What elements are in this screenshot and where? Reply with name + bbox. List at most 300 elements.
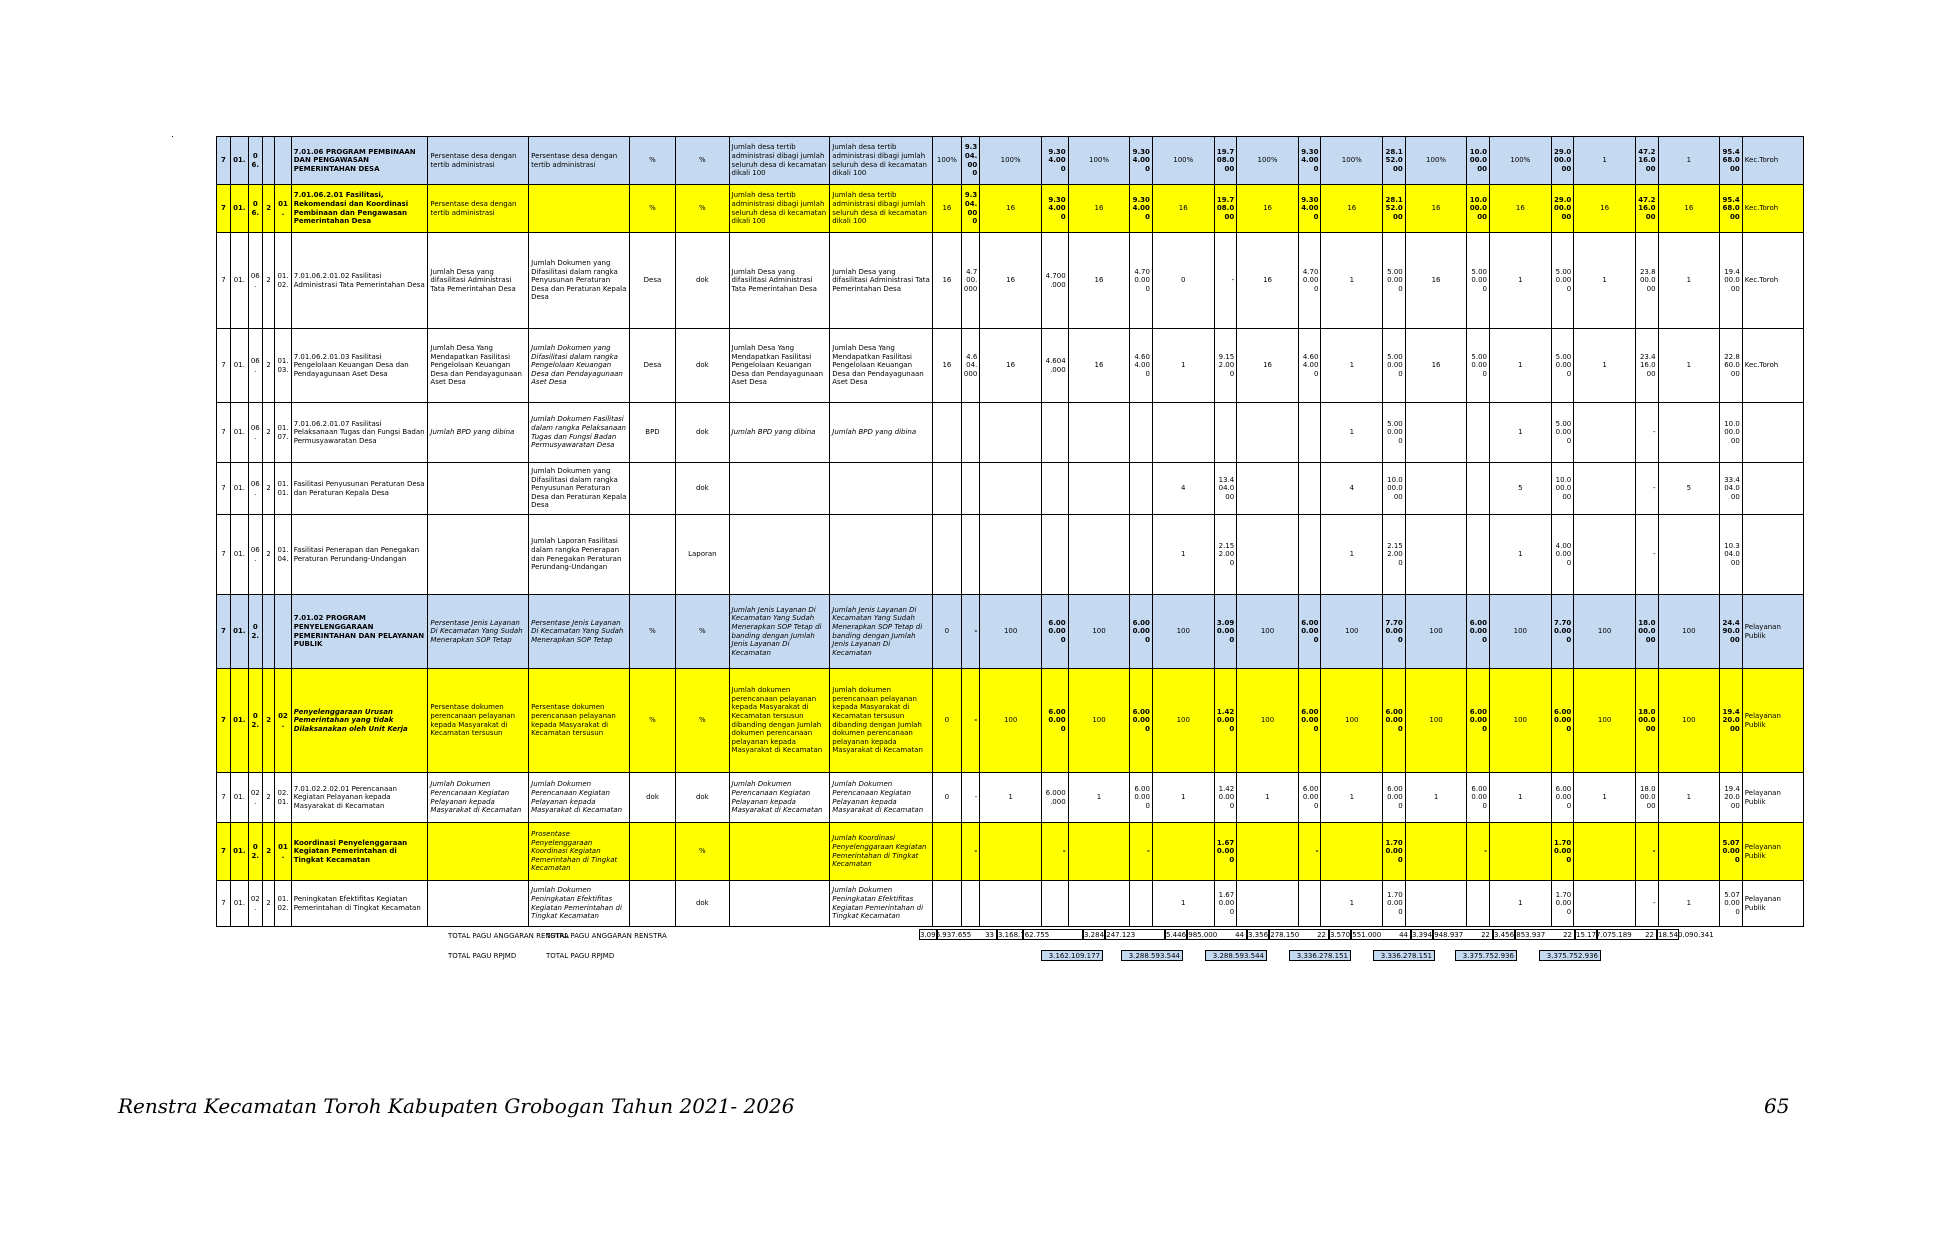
target-cell: 100%	[980, 137, 1042, 185]
code-program: 06.	[248, 137, 262, 185]
budget-cell: 1.670.000	[1214, 881, 1237, 927]
budget-cell: 5.000.000	[1467, 329, 1490, 403]
unit-cell	[629, 515, 675, 595]
baseline-cell: 0	[933, 669, 962, 773]
code-urusan: 7	[216, 669, 230, 773]
unit-cell: dok	[629, 773, 675, 823]
budget-cell: 47.216.000	[1635, 137, 1658, 185]
budget-cell: 9.304.000	[1041, 137, 1068, 185]
total-rpjmd-label-2: TOTAL PAGU RPJMD	[546, 952, 615, 960]
budget-cell: 47.216.000	[1635, 185, 1658, 233]
total-anggaran-value: 3.168.762.755	[998, 931, 1050, 939]
code-urusan: 7	[216, 881, 230, 927]
target-cell	[1068, 881, 1130, 927]
target-cell: 16	[1658, 185, 1720, 233]
total-anggaran-value: 3.456.853.937	[1494, 931, 1546, 939]
code-urusan: 7	[216, 137, 230, 185]
unit-cell-2: %	[676, 823, 729, 881]
budget-cell: 9.304.000	[961, 137, 980, 185]
code-kegiatan: 2	[262, 403, 274, 463]
target-cell: 16	[980, 185, 1042, 233]
target-cell: 1	[1574, 773, 1636, 823]
spacer-cell	[170, 773, 216, 823]
spacer-cell	[170, 463, 216, 515]
responsible-unit	[1742, 463, 1804, 515]
target-cell: 100	[1237, 595, 1299, 669]
target-cell: 100	[1574, 595, 1636, 669]
target-cell: 1	[1490, 515, 1552, 595]
target-cell: 0	[1152, 233, 1214, 329]
table-body	[170, 137, 1835, 927]
table-row	[170, 463, 1835, 515]
target-cell	[980, 403, 1042, 463]
formula-cell-2: Jumlah dokumen perencanaan pelayanan kepada Masyarakat di Kecamatan tersusun dibanding dengan Jumlah dokumen perencanaan pelayanan kepada Masyarakat di Kecamatan	[830, 669, 933, 773]
unit-cell-2: %	[676, 595, 729, 669]
total-anggaran-label-2: TOTAL PAGU ANGGARAN RENSTRA	[546, 932, 667, 940]
target-cell	[1490, 823, 1552, 881]
budget-cell	[1041, 515, 1068, 595]
target-cell	[1658, 823, 1720, 881]
unit-cell-2: dok	[676, 773, 729, 823]
formula-cell-2: Jumlah Desa yang difasilitasi Administrasi Tata Pemerintahan Desa	[830, 233, 933, 329]
code-urusan: 7	[216, 773, 230, 823]
responsible-unit: Pelayanan Publik	[1742, 773, 1804, 823]
baseline-cell: 16	[933, 329, 962, 403]
responsible-unit: Kec.Toroh	[1742, 137, 1804, 185]
code-bidang: 01.	[231, 233, 248, 329]
code-sub	[275, 137, 291, 185]
responsible-unit: Kec.Toroh	[1742, 233, 1804, 329]
indicator-cell	[428, 463, 529, 515]
target-cell: 1	[1152, 773, 1214, 823]
unit-cell	[629, 823, 675, 881]
unit-cell: %	[629, 185, 675, 233]
budget-cell: 6.000.000	[1130, 669, 1153, 773]
baseline-cell	[933, 403, 962, 463]
budget-cell: 4.604.000	[1041, 329, 1068, 403]
code-sub: 01. 03.	[275, 329, 291, 403]
program-name: Koordinasi Penyelenggaraan Kegiatan Pemerintahan di Tingkat Kecamatan	[291, 823, 428, 881]
target-cell	[1405, 823, 1467, 881]
budget-cell: 13.404.000	[1214, 463, 1237, 515]
budget-cell: 6.000.000	[1041, 773, 1068, 823]
indicator-cell: Persentase Jenis Layanan Di Kecamatan Yang Sudah Menerapkan SOP Tetap	[428, 595, 529, 669]
total-anggaran-value: 44	[1187, 929, 1247, 940]
budget-cell: 9.304.000	[1130, 137, 1153, 185]
budget-cell: 9.304.000	[1041, 185, 1068, 233]
formula-cell-2	[830, 515, 933, 595]
code-urusan: 7	[216, 515, 230, 595]
spacer-cell	[170, 595, 216, 669]
formula-cell	[729, 823, 830, 881]
indicator-cell-2: Jumlah Dokumen yang Difasilitasi dalam rangka Penyusunan Peraturan Desa dan Peraturan Kepala Desa	[529, 233, 630, 329]
responsible-unit: Pelayanan Publik	[1742, 881, 1804, 927]
formula-cell	[729, 881, 830, 927]
indicator-cell: Jumlah BPD yang dibina	[428, 403, 529, 463]
formula-cell: Jumlah desa tertib administrasi dibagi jumlah seluruh desa di kecamatan dikali 100	[729, 137, 830, 185]
budget-cell: 95.468.000	[1720, 185, 1743, 233]
code-program: 06.	[248, 403, 262, 463]
budget-cell: 1.700.000	[1551, 823, 1574, 881]
total-rpjmd-value: 3.162.109.177	[1041, 950, 1103, 961]
code-urusan: 7	[216, 595, 230, 669]
budget-cell: 5.000.000	[1551, 233, 1574, 329]
total-anggaran-value: 5.446.985.000	[1166, 931, 1218, 939]
indicator-cell-2: Jumlah Dokumen Perencanaan Kegiatan Pelayanan kepada Masyarakat di Kecamatan	[529, 773, 630, 823]
target-cell: 100	[1405, 595, 1467, 669]
budget-cell: 23.800.000	[1635, 233, 1658, 329]
budget-cell	[1041, 881, 1068, 927]
target-cell: 1	[1658, 137, 1720, 185]
target-cell: 16	[1068, 233, 1130, 329]
code-kegiatan: 2	[262, 185, 274, 233]
budget-cell: -	[1298, 823, 1321, 881]
formula-cell-2: Jumlah Dokumen Peningkatan Efektifitas Kegiatan Pemerintahan di Tingkat Kecamatan	[830, 881, 933, 927]
indicator-cell-2: Jumlah Laporan Fasilitasi dalam rangka Penerapan dan Penegakan Peraturan Perundang-Undangan	[529, 515, 630, 595]
target-cell: 1	[1321, 515, 1383, 595]
code-bidang: 01.	[231, 329, 248, 403]
unit-cell-2: %	[676, 185, 729, 233]
formula-cell: Jumlah desa tertib administrasi dibagi jumlah seluruh desa di kecamatan dikali 100	[729, 185, 830, 233]
total-anggaran-value: 3.096.937.655	[920, 931, 972, 939]
target-cell: 4	[1321, 463, 1383, 515]
budget-cell: 4.604.000	[1130, 329, 1153, 403]
target-cell: 100	[980, 595, 1042, 669]
budget-cell: 9.152.000	[1214, 329, 1237, 403]
target-cell: 1	[1574, 137, 1636, 185]
budget-cell	[1467, 463, 1490, 515]
budget-cell: 4.700.000	[961, 233, 980, 329]
code-urusan: 7	[216, 185, 230, 233]
target-cell: 100	[1321, 595, 1383, 669]
indicator-cell-2: Prosentase Penyelenggaraan Koordinasi Kegiatan Pemerintahan di Tingkat Kecamatan	[529, 823, 630, 881]
budget-cell: 6.000.000	[1041, 595, 1068, 669]
code-sub: 01. 04.	[275, 515, 291, 595]
budget-cell	[1214, 403, 1237, 463]
budget-cell	[1130, 515, 1153, 595]
table-row	[170, 881, 1835, 927]
target-cell: 16	[1237, 233, 1299, 329]
target-cell: 1	[1152, 329, 1214, 403]
formula-cell: Jumlah Dokumen Perencanaan Kegiatan Pelayanan kepada Masyarakat di Kecamatan	[729, 773, 830, 823]
indicator-cell-2: Jumlah Dokumen yang Difasilitasi dalam rangka Pengelolaan Keuangan Desa dan Pendayagunaan Aset Desa	[529, 329, 630, 403]
target-cell: 100%	[1405, 137, 1467, 185]
budget-cell: -	[1635, 403, 1658, 463]
budget-cell: 10.000.000	[1467, 137, 1490, 185]
budget-cell: 6.000.000	[1551, 773, 1574, 823]
budget-cell: 6.000.000	[1383, 669, 1406, 773]
budget-cell	[961, 515, 980, 595]
code-kegiatan: 2	[262, 823, 274, 881]
code-sub: 01. 02.	[275, 881, 291, 927]
target-cell: 1	[1321, 773, 1383, 823]
budget-cell	[1041, 403, 1068, 463]
target-cell: 16	[1068, 329, 1130, 403]
budget-cell	[1298, 515, 1321, 595]
total-anggaran-value: 15.177.075.189	[1576, 931, 1632, 939]
target-cell	[980, 515, 1042, 595]
total-rpjmd-value: 3.336.278.151	[1373, 950, 1435, 961]
unit-cell: BPD	[629, 403, 675, 463]
program-name: 7.01.06.2.01.03 Fasilitasi Pengelolaan Keuangan Desa dan Pendayagunaan Aset Desa	[291, 329, 428, 403]
budget-cell: 1.700.000	[1551, 881, 1574, 927]
indicator-cell: Persentase dokumen perencanaan pelayanan kepada Masyarakat di Kecamatan tersusun	[428, 669, 529, 773]
code-urusan: 7	[216, 233, 230, 329]
unit-cell	[629, 463, 675, 515]
budget-cell: 22.860.000	[1720, 329, 1743, 403]
budget-cell: 1.420.000	[1214, 773, 1237, 823]
budget-cell: 33.404.000	[1720, 463, 1743, 515]
code-program: 02.	[248, 773, 262, 823]
target-cell: 100	[1152, 595, 1214, 669]
code-sub: 01. 01.	[275, 463, 291, 515]
budget-cell: 5.000.000	[1551, 403, 1574, 463]
budget-cell: -	[961, 669, 980, 773]
target-cell: 1	[1321, 233, 1383, 329]
code-sub: 01.	[275, 185, 291, 233]
budget-cell: 19.420.000	[1720, 773, 1743, 823]
budget-cell: 23.416.000	[1635, 329, 1658, 403]
budget-cell	[1467, 881, 1490, 927]
budget-cell: 4.700.000	[1041, 233, 1068, 329]
target-cell	[1574, 403, 1636, 463]
code-program: 06.	[248, 463, 262, 515]
baseline-cell	[933, 463, 962, 515]
table-row	[170, 823, 1835, 881]
target-cell	[1152, 403, 1214, 463]
target-cell: 16	[1237, 329, 1299, 403]
formula-cell: Jumlah dokumen perencanaan pelayanan kepada Masyarakat di Kecamatan tersusun dibanding dengan Jumlah dokumen perencanaan pelayanan kepada Masyarakat di Kecamatan	[729, 669, 830, 773]
total-anggaran-value: 33	[937, 929, 997, 940]
budget-cell: 2.152.000	[1383, 515, 1406, 595]
code-sub: 01. 07.	[275, 403, 291, 463]
target-cell	[1237, 881, 1299, 927]
target-cell: 1	[1321, 403, 1383, 463]
budget-cell: 10.304.000	[1720, 515, 1743, 595]
code-program: 02.	[248, 669, 262, 773]
code-program: 06.	[248, 185, 262, 233]
budget-cell: 19.420.000	[1720, 669, 1743, 773]
baseline-cell	[933, 881, 962, 927]
code-sub: 02. 01.	[275, 773, 291, 823]
budget-cell: 5.000.000	[1467, 233, 1490, 329]
indicator-cell: Jumlah Desa yang difasilitasi Administrasi Tata Pemerintahan Desa	[428, 233, 529, 329]
code-program: 06.	[248, 515, 262, 595]
code-bidang: 01.	[231, 185, 248, 233]
budget-cell: 6.000.000	[1383, 773, 1406, 823]
target-cell: 16	[1405, 329, 1467, 403]
responsible-unit	[1742, 403, 1804, 463]
target-cell	[980, 881, 1042, 927]
target-cell: 100%	[1237, 137, 1299, 185]
table-row	[170, 403, 1835, 463]
target-cell	[1574, 515, 1636, 595]
budget-cell	[1041, 463, 1068, 515]
budget-cell: 6.000.000	[1130, 773, 1153, 823]
unit-cell-2: dok	[676, 329, 729, 403]
indicator-cell-2: Persentase desa dengan tertib administrasi	[529, 137, 630, 185]
code-kegiatan: 2	[262, 233, 274, 329]
budget-cell: 18.000.000	[1635, 595, 1658, 669]
target-cell: 16	[1237, 185, 1299, 233]
code-program: 02.	[248, 823, 262, 881]
target-cell	[1321, 823, 1383, 881]
target-cell: 1	[1658, 881, 1720, 927]
unit-cell-2: dok	[676, 233, 729, 329]
table-row	[170, 329, 1835, 403]
program-name: 7.01.06.2.01.02 Fasilitasi Administrasi Tata Pemerintahan Desa	[291, 233, 428, 329]
budget-cell: 9.304.000	[1298, 137, 1321, 185]
target-cell: 100	[1237, 669, 1299, 773]
target-cell: 1	[1490, 881, 1552, 927]
responsible-unit: Pelayanan Publik	[1742, 595, 1804, 669]
budget-cell: 4.000.000	[1551, 515, 1574, 595]
formula-cell	[729, 463, 830, 515]
formula-cell-2: Jumlah Desa Yang Mendapatkan Fasilitasi Pengelolaan Keuangan Desa dan Pendayagunaan Aset Desa	[830, 329, 933, 403]
formula-cell	[729, 515, 830, 595]
total-rpjmd-label: TOTAL PAGU RPJMD	[448, 952, 517, 960]
target-cell	[1658, 403, 1720, 463]
formula-cell-2: Jumlah Dokumen Perencanaan Kegiatan Pelayanan kepada Masyarakat di Kecamatan	[830, 773, 933, 823]
budget-cell: 1.700.000	[1383, 823, 1406, 881]
spacer-cell	[170, 329, 216, 403]
code-bidang: 01.	[231, 773, 248, 823]
budget-cell	[1130, 463, 1153, 515]
total-rpjmd-value: 3.375.752.936	[1539, 950, 1601, 961]
table-row	[170, 185, 1835, 233]
budget-cell: 3.090.000	[1214, 595, 1237, 669]
target-cell: 100	[980, 669, 1042, 773]
budget-cell: 19.400.000	[1720, 233, 1743, 329]
budget-cell: 4.700.000	[1130, 233, 1153, 329]
target-cell: 5	[1658, 463, 1720, 515]
unit-cell-2: dok	[676, 463, 729, 515]
budget-cell: 6.000.000	[1467, 773, 1490, 823]
unit-cell-2: %	[676, 669, 729, 773]
target-cell	[1658, 515, 1720, 595]
budget-cell: 2.152.000	[1214, 515, 1237, 595]
budget-cell: 5.000.000	[1383, 233, 1406, 329]
spacer-cell	[170, 403, 216, 463]
target-cell: 16	[1152, 185, 1214, 233]
budget-cell: 95.468.000	[1720, 137, 1743, 185]
target-cell: 1	[1068, 773, 1130, 823]
code-kegiatan: 2	[262, 463, 274, 515]
budget-cell: -	[1635, 463, 1658, 515]
budget-cell: 1.420.000	[1214, 669, 1237, 773]
code-bidang: 01.	[231, 403, 248, 463]
indicator-cell-2: Jumlah Dokumen Peningkatan Efektifitas Kegiatan Pemerintahan di Tingkat Kecamatan	[529, 881, 630, 927]
unit-cell	[629, 881, 675, 927]
formula-cell: Jumlah Jenis Layanan Di Kecamatan Yang Sudah Menerapkan SOP Tetap di banding dengan Jumlah Jenis Layanan Di Kecamatan	[729, 595, 830, 669]
budget-cell: 10.000.000	[1467, 185, 1490, 233]
program-name: Penyelenggaraan Urusan Pemerintahan yang tidak Dilaksanakan oleh Unit Kerja	[291, 669, 428, 773]
target-cell	[1237, 463, 1299, 515]
target-cell	[1068, 515, 1130, 595]
budget-cell: 9.304.000	[1298, 185, 1321, 233]
budget-cell: 10.000.000	[1383, 463, 1406, 515]
budget-cell: 5.000.000	[1383, 329, 1406, 403]
target-cell: 1	[980, 773, 1042, 823]
spacer-cell	[170, 233, 216, 329]
target-cell: 1	[1152, 881, 1214, 927]
indicator-cell-2: Jumlah Dokumen yang Difasilitasi dalam rangka Penyusunan Peraturan Desa dan Peraturan Kepala Desa	[529, 463, 630, 515]
budget-cell: -	[1041, 823, 1068, 881]
code-urusan: 7	[216, 329, 230, 403]
target-cell	[1405, 515, 1467, 595]
responsible-unit: Kec.Toroh	[1742, 329, 1804, 403]
target-cell: 100	[1068, 669, 1130, 773]
program-name: Peningkatan Efektifitas Kegiatan Pemerintahan di Tingkat Kecamatan	[291, 881, 428, 927]
budget-cell	[1298, 463, 1321, 515]
total-anggaran-value: 22	[1433, 929, 1493, 940]
responsible-unit: Pelayanan Publik	[1742, 669, 1804, 773]
total-anggaran-value: 3.394.948.937	[1412, 931, 1464, 939]
program-name: 7.01.02 PROGRAM PENYELENGGARAAN PEMERINTAHAN DAN PELAYANAN PUBLIK	[291, 595, 428, 669]
target-cell: 100	[1574, 669, 1636, 773]
target-cell: 1	[1152, 515, 1214, 595]
budget-cell	[1130, 881, 1153, 927]
budget-cell: 9.304.000	[1130, 185, 1153, 233]
budget-cell: 6.000.000	[1551, 669, 1574, 773]
indicator-cell	[428, 823, 529, 881]
budget-cell: 18.000.000	[1635, 773, 1658, 823]
total-anggaran-value	[1023, 929, 1083, 940]
unit-cell: %	[629, 137, 675, 185]
unit-cell: Desa	[629, 233, 675, 329]
target-cell: 1	[1490, 773, 1552, 823]
spacer-cell	[170, 881, 216, 927]
target-cell: 16	[1574, 185, 1636, 233]
total-rpjmd-value: 3.288.593.544	[1121, 950, 1183, 961]
code-kegiatan	[262, 595, 274, 669]
target-cell	[1574, 463, 1636, 515]
total-anggaran-value	[1105, 929, 1165, 940]
target-cell	[1574, 823, 1636, 881]
target-cell: 100%	[1321, 137, 1383, 185]
budget-cell: 6.000.000	[1041, 669, 1068, 773]
budget-cell: 6.000.000	[1130, 595, 1153, 669]
target-cell	[1152, 823, 1214, 881]
target-cell	[1405, 403, 1467, 463]
target-cell	[1405, 463, 1467, 515]
code-kegiatan: 2	[262, 669, 274, 773]
code-kegiatan: 2	[262, 773, 274, 823]
code-sub: 01.	[275, 823, 291, 881]
program-name: Fasilitasi Penyusunan Peraturan Desa dan Peraturan Kepala Desa	[291, 463, 428, 515]
target-cell: 1	[1574, 233, 1636, 329]
target-cell	[1068, 463, 1130, 515]
spacer-cell	[170, 823, 216, 881]
target-cell: 16	[1321, 185, 1383, 233]
responsible-unit: Kec.Toroh	[1742, 185, 1804, 233]
table-row	[170, 515, 1835, 595]
target-cell: 16	[1405, 185, 1467, 233]
baseline-cell: 100%	[933, 137, 962, 185]
indicator-cell: Jumlah Dokumen Perencanaan Kegiatan Pelayanan kepada Masyarakat di Kecamatan	[428, 773, 529, 823]
code-kegiatan: 2	[262, 329, 274, 403]
budget-cell: 6.000.000	[1298, 773, 1321, 823]
budget-cell: -	[1635, 823, 1658, 881]
table-row	[170, 137, 1835, 185]
table-row	[170, 669, 1835, 773]
budget-cell: 4.700.000	[1298, 233, 1321, 329]
target-cell: 100	[1068, 595, 1130, 669]
budget-cell: -	[1635, 881, 1658, 927]
budget-cell	[1298, 403, 1321, 463]
target-cell: 1	[1490, 403, 1552, 463]
indicator-cell-2: Jumlah Dokumen Fasilitasi dalam rangka Pelaksanaan Tugas dan Fungsi Badan Permusyawaratan Desa	[529, 403, 630, 463]
